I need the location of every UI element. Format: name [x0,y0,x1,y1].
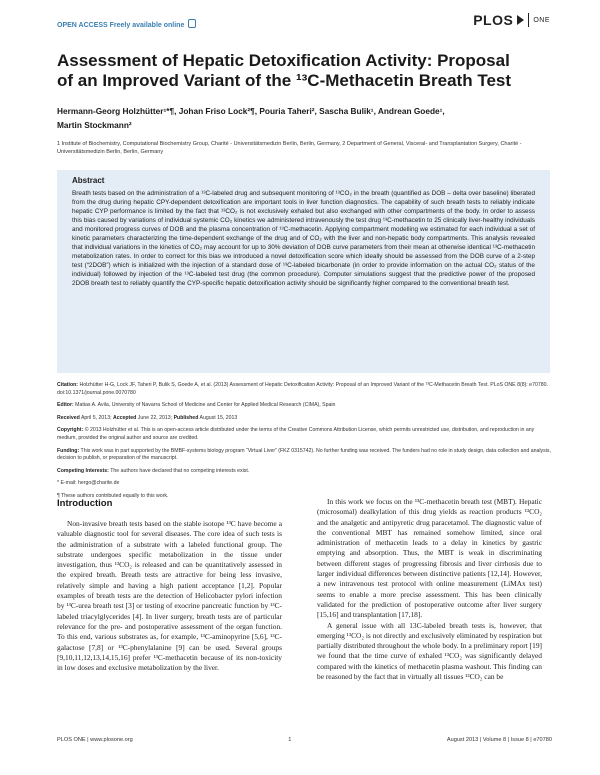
paper-title [57,51,557,91]
open-lock-icon [188,19,196,28]
citation [57,382,552,397]
introduction-heading: Introduction [57,498,113,509]
published-date: August 15, 2013 [199,414,238,421]
article-metadata [57,382,552,501]
received-date: April 5, 2013; [80,414,112,421]
journal-logo-suffix: ONE [533,16,550,24]
funding-text: This work was in part supported by the BMBF-systems biology program “Virtual Liver” (FKZ 0315742). No further funding was received. The funders had no role in study design, data collection and analysis, decision to publish, or preparation of the manuscript. [57,447,551,462]
dates [57,415,552,423]
editor-text: Matias A. Avila, University of Navarra School of Medicine and Center for Applied Medical Research (CIMA), Spain [75,402,336,409]
abstract-heading: Abstract [72,176,105,185]
affiliations: 1 Institute of Biochemistry, Computational Biochemistry Group, Charité - Universitätsmedizin Berlin, Berlin, Germany, 2 Department of General, Visceral- and Transplantation Surgery, Charité - Universitätsmedizin Berlin, Berlin, Germany [57,141,522,155]
competing-text: The authors have declared that no competing interests exist. [110,467,250,474]
intro-paragraph-1: Non-invasive breath tests based on the stable isotope ¹³C have become a valuable diagnostic tool for several diseases. The core idea of such tests is the administration of a substrate with a labeled functional group. The substrate undergoes specific metabolization in the tissue under investigation, thus ¹³CO₂ is released and can be quantitatively assessed in the expired breath. Breath tests are attractive for being less invasive, relatively simple and having a high patient acceptance [1,2]. Popular examples of breath tests are the detection of Helicobacter pylori infection by ¹³C-urea breath test [3] or testing of exocrine pancreatic function by ¹³C-labeled triacylglycerides [4]. In liver surgery, breath tests are of particular relevance for the pre- and postoperative assessment of the organ function. To this end, various substrates as, for example, ¹³C-aminopyrine [5,6], ¹³C-galactose [7,8] or ¹³C-phenylalanine [9] can be used. Several groups [9,10,11,12,13,14,15,16] prefer ¹³C-methacetin because of its non-toxicity in low doses and exclusive metabolization by the liver. [57,519,282,673]
right-column [317,497,542,682]
open-access-label: OPEN ACCESS Freely available online [57,22,185,29]
abstract-box [57,170,550,373]
authors-line-2: Martin Stockmann² [57,120,132,130]
journal-logo [473,12,550,28]
competing-interests [57,468,552,476]
editor-label: Editor: [57,402,74,409]
contact-email[interactable]: * E-mail: hergo@charite.de [57,480,120,487]
funding-label: Funding: [57,447,80,454]
intro-paragraph-2: In this work we focus on the ¹³C-methacetin breath test (MBT). Hepatic (microsomal) dealkylation of this drug yields as reaction products ¹³CO₂ and the analgetic and antipyretic drug paracetamol. The diagnostic value of the conventional MBT has remained somehow limited, since oral administration of methacetin leads to a delay in kinetics by gastric emptying and absorption. Thus, the MBT is weak in discriminating between different stages of progressing fibrosis and liver cirrhosis due to larger individual differences between distinctive patients [12,14]. However, a new intravenous test protocol with online measurement (LiMAx test) seems to enable a more precise assessment. This has been clinically validated for the prediction of postoperative outcome after liver surgery [15,16] and transplantation [17,18]. [317,497,542,620]
page-footer [57,737,552,743]
footer-journal: PLOS ONE | www.plosone.org [57,737,133,743]
copyright-label: Copyright: [57,427,84,434]
accepted-date: June 22, 2013; [137,414,173,421]
editor [57,402,552,410]
funding [57,448,552,463]
received-label: Received [57,414,80,421]
accepted-label: Accepted [112,414,137,421]
published-label: Published [173,414,199,421]
citation-text: Holzhütter H-G, Lock JF, Taheri P, Bulik S, Goede A, et al. (2013) Assessment of Hepatic Detoxification Activity: Proposal of an Improved Variant of the ¹³C-Methacetin Breath Test. PLoS ONE 8(8): e70780. doi:10.1371/journal.pone.0070780 [57,382,548,396]
play-arrow-icon [517,15,524,25]
journal-logo-text: PLOS [473,12,514,28]
page-number: 1 [288,737,292,743]
authors-line-1: Hermann-Georg Holzhütter¹*¶, Johan Friso Lock²¶, Pouria Taheri², Sascha Bulik¹, Andrean Goede¹, [57,106,445,116]
left-column [57,497,282,673]
author-list [57,104,557,132]
abstract-text: Breath tests based on the administration of a ¹³C-labeled drug and subsequent monitoring of ¹³CO₂ in the breath (quantified as DOB – delta over baseline) liberated from the drug during hepatic CPY-dependent detoxification are important tools in liver function diagnostics. The capability of such breath tests to reliably indicate hepatic CYP performance is limited by the fact that ¹³CO₂ is not exclusively exhaled but also exchanged with other compartments of the body. In order to assess this bias caused by variations of individual systemic CO₂ kinetics we administered intravenously the test drug ¹³C-methacetin to 25 clinically liver-healthy individuals and monitored progress curves of DOB and the plasma concentration of ¹³C-methacetin. Applying compartment modelling we estimated for each individual a set of kinetic parameters characterizing the time-dependent exchange of the drug and of CO₂ with the liver and non-hepatic body compartments. This analysis revealed that individual variations in the kinetics of CO₂ may account for up to 30% deviation of DOB curve parameters from their mean at otherwise identical ¹³C-methacetin metabolization rates. In order to correct for this bias we introduced a novel detoxification score which ideally should be assessed from the DOB curve of a 2-step test (“2DOB”) which is initialized with the injection of a standard dose of ¹³C-labeled bicarbonate (in order to provide information on the actual CO₂ status of the individual) followed by injection of the ¹³C-labeled test drug (the common procedure). Computer simulations suggest that the predictive power of the proposed 2DOB breath test to reliably quantify the CYP-specific hepatic detoxification activity should be significantly higher compared to the conventional breath test. [72,190,535,287]
title-line-2: of an Improved Variant of the ¹³C-Methacetin Breath Test [57,71,512,90]
competing-label: Competing Interests: [57,467,109,474]
intro-paragraph-3: A general issue with all 13C-labeled breath tests is, however, that emerging ¹³CO₂ is not directly and exclusively eliminated by respiration but partially distributed throughout the whole body. In a preliminary report [19] we found that the time curve of exhaled ¹³CO₂ was significantly delayed compared with the kinetics of methacetin plasma washout. This finding can be reasoned by the fact that in virtually all tissues ¹³CO₂ can be [317,620,542,682]
open-access-banner [57,19,196,29]
logo-divider [528,13,529,27]
title-line-1: Assessment of Hepatic Detoxification Activity: Proposal [57,51,510,70]
footer-issue: August 2013 | Volume 8 | Issue 8 | e70780 [446,737,552,743]
copyright [57,427,552,442]
citation-label: Citation: [57,382,79,388]
copyright-text: © 2013 Holzhütter et al. This is an open-access article distributed under the terms of the Creative Commons Attribution License, which permits unrestricted use, distribution, and reproduction in any medium, provided the original author and source are credited. [57,427,535,441]
equal-contribution-note: ¶ These authors contributed equally to this work. [57,492,169,499]
